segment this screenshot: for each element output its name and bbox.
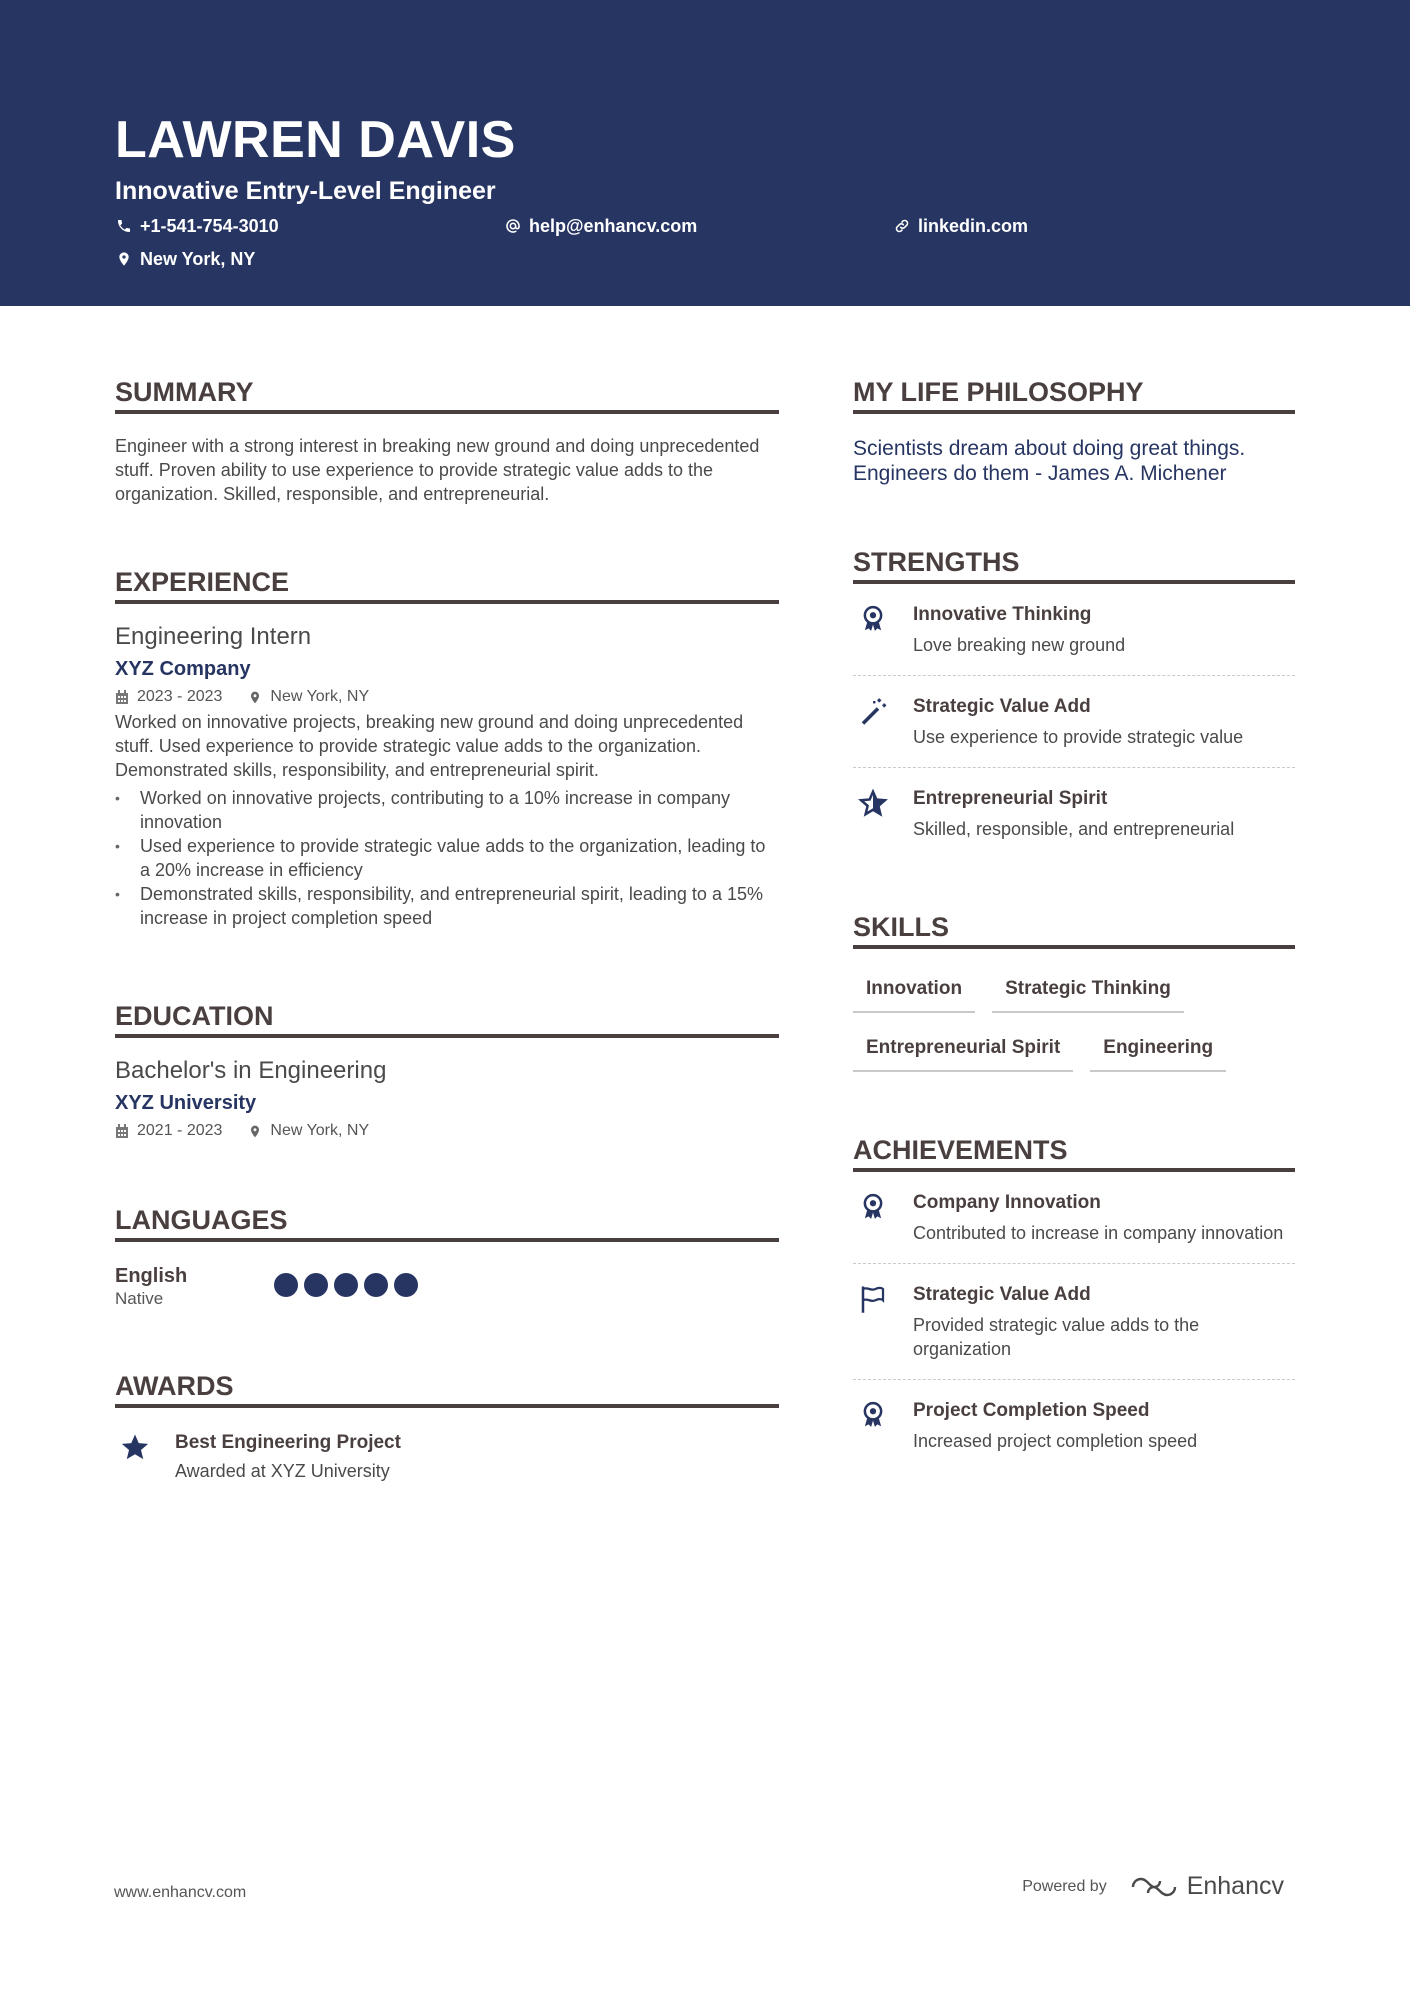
location-pin-icon: [116, 251, 132, 267]
experience-heading: EXPERIENCE: [115, 566, 779, 604]
flag-icon: [853, 1282, 893, 1361]
job-dates-text: 2023 - 2023: [137, 688, 223, 705]
skill-tag: Strategic Thinking: [992, 971, 1184, 1013]
achievements-section: [853, 1134, 1295, 1471]
award-ribbon-icon: [853, 1398, 893, 1453]
degree-name: Bachelor's in Engineering: [115, 1057, 387, 1084]
awards-section: [115, 1370, 779, 1501]
language-proficiency-dots: [274, 1273, 424, 1302]
awards-heading: AWARDS: [115, 1370, 779, 1408]
philosophy-section: [853, 376, 1295, 486]
language-name: English: [115, 1265, 188, 1287]
footer-powered-by: [1022, 1872, 1284, 1901]
languages-heading: LANGUAGES: [115, 1204, 779, 1242]
candidate-title: Innovative Entry-Level Engineer: [115, 177, 496, 205]
award-item: [115, 1408, 779, 1501]
right-column: [853, 376, 1295, 1471]
footer-website[interactable]: www.enhancv.com: [114, 1884, 247, 1901]
email-text: help@enhancv.com: [529, 216, 698, 236]
strength-item: [853, 768, 1295, 859]
proficiency-dot: [394, 1273, 418, 1297]
achievement-desc: Increased project completion speed: [913, 1431, 1198, 1451]
proficiency-dot: [364, 1273, 388, 1297]
philosophy-heading: MY LIFE PHILOSOPHY: [853, 376, 1295, 414]
summary-section: [115, 376, 779, 506]
company-name[interactable]: XYZ Company: [115, 658, 251, 680]
language-level: Native: [115, 1289, 164, 1308]
proficiency-dot: [304, 1273, 328, 1297]
skills-section: [853, 911, 1295, 1072]
star-icon: [115, 1430, 155, 1483]
contact-link[interactable]: [894, 215, 1028, 237]
magic-wand-icon: [853, 694, 893, 749]
enhancv-logo-icon: [1131, 1875, 1177, 1899]
strengths-heading: STRENGTHS: [853, 546, 1295, 584]
calendar-icon: [115, 690, 129, 705]
summary-text: Engineer with a strong interest in breaking new ground and doing unprecedented stuff. Proven ability to use experience to provide strategic value adds to the organization. Skilled, responsible, and entrepreneurial.: [115, 436, 760, 504]
link-text: linkedin.com: [918, 216, 1029, 236]
job-bullet: • Worked on innovative projects, contributing to a 10% increase in company innovation: [115, 786, 779, 834]
left-column: [115, 376, 779, 1501]
phone-text: +1-541-754-3010: [140, 216, 279, 236]
star-outline-icon: [853, 786, 893, 841]
strength-title: Innovative Thinking: [913, 604, 1092, 625]
achievement-title: Strategic Value Add: [913, 1284, 1091, 1305]
job-role: Engineering Intern: [115, 623, 312, 650]
achievements-heading: ACHIEVEMENTS: [853, 1134, 1295, 1172]
education-dates-text: 2021 - 2023: [137, 1122, 223, 1139]
location-pin-icon: [248, 690, 262, 705]
languages-section: [115, 1204, 779, 1310]
strength-title: Entrepreneurial Spirit: [913, 788, 1108, 809]
job-location: [248, 686, 369, 708]
at-icon: [505, 218, 521, 234]
strength-desc: Skilled, responsible, and entrepreneurial: [913, 819, 1235, 839]
job-dates: [115, 686, 222, 708]
location-pin-icon: [248, 1124, 262, 1139]
resume-header: [0, 0, 1410, 306]
achievement-item: [853, 1172, 1295, 1264]
brand-name: Enhancv: [1186, 1872, 1284, 1900]
achievement-item: [853, 1264, 1295, 1380]
education-dates: [115, 1120, 222, 1142]
contact-location: [116, 248, 255, 270]
skills-heading: SKILLS: [853, 911, 1295, 949]
summary-heading: SUMMARY: [115, 376, 779, 414]
education-location: [248, 1120, 369, 1142]
strength-desc: Use experience to provide strategic value: [913, 727, 1244, 747]
achievement-desc: Provided strategic value adds to the organization: [913, 1315, 1200, 1359]
location-text: New York, NY: [140, 249, 256, 269]
job-bullet: • Used experience to provide strategic value adds to the organization, leading to a 20% increase in efficiency: [115, 834, 779, 882]
education-location-text: New York, NY: [270, 1122, 370, 1139]
philosophy-quote: Scientists dream about doing great things. Engineers do them - James A. Michener: [853, 437, 1246, 485]
proficiency-dot: [334, 1273, 358, 1297]
skill-tag: Engineering: [1090, 1030, 1226, 1072]
phone-icon: [116, 218, 132, 234]
job-bullets: [115, 786, 779, 930]
skill-tag: Innovation: [853, 971, 975, 1013]
job-bullet: • Demonstrated skills, responsibility, and entrepreneurial spirit, leading to a 15% increase in project completion speed: [115, 882, 779, 930]
achievement-desc: Contributed to increase in company innovation: [913, 1223, 1284, 1243]
contact-email[interactable]: [505, 215, 697, 237]
candidate-name: LAWREN DAVIS: [115, 111, 516, 169]
brand-logo[interactable]: [1131, 1872, 1284, 1901]
calendar-icon: [115, 1124, 129, 1139]
strength-title: Strategic Value Add: [913, 696, 1091, 717]
award-ribbon-icon: [853, 1190, 893, 1245]
school-name[interactable]: XYZ University: [115, 1092, 257, 1114]
achievement-item: [853, 1380, 1295, 1471]
achievement-title: Project Completion Speed: [913, 1400, 1150, 1421]
language-row: [115, 1264, 779, 1310]
language-label: [115, 1264, 274, 1310]
experience-section: [115, 566, 779, 930]
job-meta: [115, 686, 779, 708]
skills-list: [853, 971, 1295, 1072]
strength-item: [853, 584, 1295, 676]
education-meta: [115, 1120, 779, 1142]
contact-phone[interactable]: [116, 215, 279, 237]
powered-by-label: Powered by: [1022, 1877, 1107, 1895]
strength-item: [853, 676, 1295, 768]
strengths-section: [853, 546, 1295, 859]
job-description: Worked on innovative projects, breaking new ground and doing unprecedented stuff. Used experience to provide strategic value adds to the organization. Demonstrated skills, responsibility, and entrepreneurial spirit.: [115, 712, 744, 780]
link-icon: [894, 218, 910, 234]
award-ribbon-icon: [853, 602, 893, 657]
education-section: [115, 1000, 779, 1142]
education-heading: EDUCATION: [115, 1000, 779, 1038]
achievement-title: Company Innovation: [913, 1192, 1101, 1213]
proficiency-dot: [274, 1273, 298, 1297]
award-title: Best Engineering Project: [175, 1432, 401, 1453]
strength-desc: Love breaking new ground: [913, 635, 1126, 655]
skill-tag: Entrepreneurial Spirit: [853, 1030, 1073, 1072]
job-location-text: New York, NY: [270, 688, 370, 705]
award-desc: Awarded at XYZ University: [175, 1461, 390, 1481]
